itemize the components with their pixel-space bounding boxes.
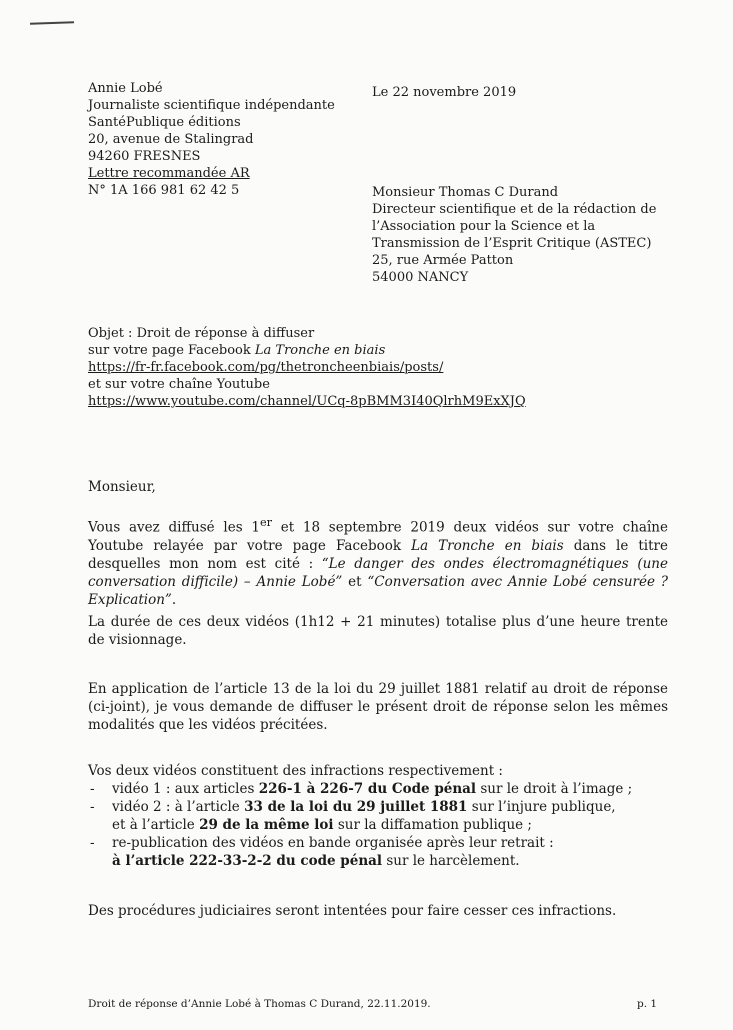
list-dash: - (90, 799, 95, 815)
subject-facebook-prefix: sur votre page Facebook (88, 343, 255, 358)
paragraph-procedures: Des procédures judiciaires seront intentées pour faire cesser ces infractions. (88, 903, 617, 919)
recipient-role-2: l’Association pour la Science et la (372, 219, 596, 234)
sender-mail-type: Lettre recommandée AR (88, 166, 250, 181)
infraction-item-3 (88, 834, 668, 852)
item2-text-d: et à l’article (112, 817, 200, 833)
item3-text-c: sur le harcèlement. (382, 853, 520, 869)
p1-video-title-2: “Conversation avec Annie Lobé censurée ? Explication” (88, 573, 668, 608)
paragraph-duration: La durée de ces deux vidéos (1h12 + 21 minutes) totalise plus d’une heure trente de visionnage. (88, 614, 668, 648)
sender-name: Annie Lobé (88, 81, 163, 96)
letter-date: Le 22 novembre 2019 (372, 85, 517, 100)
youtube-link[interactable]: https://www.youtube.com/channel/UCq-8pBMM3I40QlrhM9ExXJQ (88, 394, 526, 409)
item1-text-c: sur le droit à l’image ; (476, 781, 633, 797)
recipient-role-3: Transmission de l’Esprit Critique (ASTEC) (372, 236, 652, 251)
recipient-name: Monsieur Thomas C Durand (372, 185, 559, 200)
list-dash: - (90, 835, 95, 851)
p1-text-d: et (342, 573, 368, 590)
page-number: p. 1 (637, 998, 658, 1010)
recipient-role-1: Directeur scientifique et de la rédaction de (372, 202, 657, 217)
subject-youtube-line: et sur votre chaîne Youtube (88, 377, 270, 392)
paragraph-application: En application de l’article 13 de la loi du 29 juillet 1881 relatif au droit de réponse (ci-joint), je vous demande de diffuser le présent droit de réponse selon les mêmes modalités que les vidéos précitées. (88, 681, 668, 733)
item3-text-a: re-publication des vidéos en bande organisée après leur retrait : (112, 835, 554, 851)
recipient-address (372, 184, 656, 286)
sender-company: SantéPublique éditions (88, 115, 241, 130)
subject-facebook-line (88, 342, 526, 359)
footer-title: Droit de réponse d’Annie Lobé à Thomas C Durand, 22.11.2019. (88, 998, 431, 1010)
item2-law: 33 de la loi du 29 juillet 1881 (244, 799, 468, 815)
p1-text-b: et 18 septembre 2019 deux vidéos sur votre chaîne Youtube relayée par votre page Facebook (88, 519, 668, 554)
sender-address (88, 80, 335, 199)
item2-text-c: sur l’injure publique, (467, 799, 616, 815)
recipient-city: 54000 NANCY (372, 270, 469, 285)
p1-video-title-1: “Le danger des ondes électromagnétiques (une conversation difficile) – Annie Lobé” (88, 555, 668, 590)
infraction-item-2 (88, 798, 668, 816)
subject-block (88, 325, 526, 410)
item2-text-a: vidéo 2 : à l’article (112, 799, 245, 815)
facebook-link[interactable]: https://fr-fr.facebook.com/pg/thetroncheenbiais/posts/ (88, 360, 444, 375)
scan-corner-mark (30, 21, 74, 25)
subject-page-name: La Tronche en biais (254, 343, 386, 358)
sender-title: Journaliste scientifique indépendante (88, 98, 335, 113)
p1-sup: er (259, 516, 272, 529)
item1-text-a: vidéo 1 : aux articles (112, 781, 259, 797)
sender-tracking-number: N° 1A 166 981 62 42 5 (88, 183, 240, 198)
recipient-street: 25, rue Armée Patton (372, 253, 514, 268)
list-dash: - (90, 781, 95, 797)
paragraph-infractions (88, 762, 668, 870)
sender-street: 20, avenue de Stalingrad (88, 132, 254, 147)
infractions-intro: Vos deux vidéos constituent des infractions respectivement : (88, 763, 503, 779)
infraction-item-2-cont (88, 816, 668, 834)
item2-law-2: 29 de la même loi (199, 817, 334, 833)
paragraph-videos (88, 514, 668, 609)
salutation: Monsieur, (88, 479, 156, 495)
p1-text-c: dans le titre desquelles mon nom est cité : (88, 537, 668, 572)
p1-page-name: La Tronche en biais (411, 537, 564, 554)
infraction-item-3-cont (88, 852, 668, 870)
infraction-item-1 (88, 780, 668, 798)
item3-law: à l’article 222-33-2-2 du code pénal (112, 853, 383, 869)
p1-text-e: . (171, 591, 177, 608)
p1-text-a: Vous avez diffusé les 1 (88, 519, 260, 536)
item2-text-f: sur la diffamation publique ; (333, 817, 532, 833)
sender-city: 94260 FRESNES (88, 149, 201, 164)
item1-law: 226-1 à 226-7 du Code pénal (258, 781, 477, 797)
subject-line: Objet : Droit de réponse à diffuser (88, 326, 315, 341)
